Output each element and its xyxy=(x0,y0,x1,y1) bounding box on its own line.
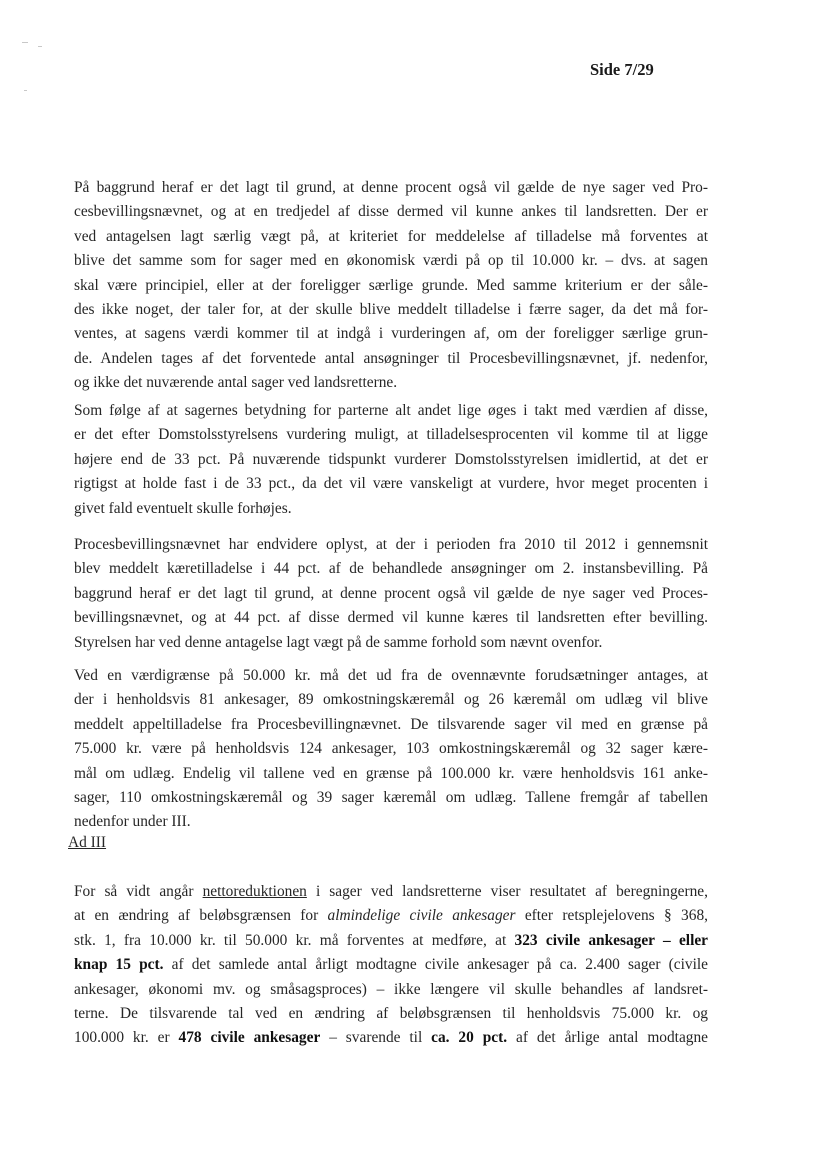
text-line: Ved en værdigrænse på 50.000 kr. må det ud fra de ovennævnte forudsætninger antages, at xyxy=(74,667,708,684)
text-line: På baggrund heraf er det lagt til grund, at denne procent også vil gælde de nye sager ved Pro- xyxy=(74,179,708,196)
text-line: højere end de 33 pct. På nuværende tidspunkt vurderer Domstolsstyrelsen imidlertid, at det er xyxy=(74,450,708,468)
text-line: skal være principiel, eller at der foreligger særlige grunde. Med samme kriterium er der såle- xyxy=(74,276,708,294)
bold-figure: ca. 20 pct. xyxy=(431,1029,508,1047)
bold-figure: knap 15 pct. xyxy=(74,956,164,974)
text-line: stk. 1, fra 10.000 kr. til 50.000 kr. må forventes at medføre, at 323 civile ankesager – eller xyxy=(74,931,709,949)
text-line: Styrelsen har ved denne antagelse lagt vægt på de samme forhold som nævnt ovenfor. xyxy=(74,633,603,651)
text-line: bevillingsnævnet, og at 44 pct. af disse dermed vil kunne kæres til landsretten efter bevilling. xyxy=(74,609,708,627)
underlined-term: nettoreduktionen xyxy=(202,883,307,900)
text-line: baggrund heraf er det lagt til grund, at denne procent også vil gælde de nye sager ved Proces- xyxy=(74,584,708,602)
paragraph-2 xyxy=(74,399,708,521)
paragraph-4 xyxy=(74,664,708,835)
text-line: blive det samme som for sager med en økonomisk værdi på op til 10.000 kr. – dvs. at sagen xyxy=(74,252,708,270)
text-line: mål om udlæg. Endelig vil tallene ved en grænse på 100.000 kr. være henholdsvis 161 anke- xyxy=(74,764,708,782)
text-line: nedenfor under III. xyxy=(74,813,191,831)
scan-mark xyxy=(24,90,27,91)
text-line: knap 15 pct. af det samlede antal årligt modtagne civile ankesager på ca. 2.400 sager (civile xyxy=(74,956,708,974)
text-line: rigtigst at holde fast i de 33 pct., da det vil være vanskeligt at vurdere, hvor meget procenten i xyxy=(74,475,708,493)
text-line: Procesbevillingsnævnet har endvidere oplyst, at der i perioden fra 2010 til 2012 i gennemsnit xyxy=(74,536,708,553)
text-line: terne. De tilsvarende tal ved en ændring af beløbsgrænsen til henholdsvis 75.000 kr. og xyxy=(74,1005,708,1023)
italic-term: almindelige civile ankesager xyxy=(327,907,516,925)
paragraph-3 xyxy=(74,533,708,655)
text-line: er det efter Domstolsstyrelsens vurdering muligt, at tilladelsesprocenten vil komme til at ligge xyxy=(74,426,708,444)
bold-figure: 323 civile ankesager – eller xyxy=(514,931,709,949)
text-line: og ikke det nuværende antal sager ved landsretterne. xyxy=(74,374,398,392)
text-line: Som følge af at sagernes betydning for parterne alt andet lige øges i takt med værdien af disse, xyxy=(74,402,708,419)
text-line: 75.000 kr. være på henholdsvis 124 ankesager, 103 omkostningskæremål og 32 sager kære- xyxy=(74,740,708,758)
text-line: givet fald eventuelt skulle forhøjes. xyxy=(74,499,292,517)
page-number: Side 7/29 xyxy=(590,60,654,79)
bold-figure: 478 civile ankesager xyxy=(178,1029,321,1047)
paragraph-5 xyxy=(74,880,708,1051)
text-line: 100.000 kr. er 478 civile ankesager – svarende til ca. 20 pct. af det årlige antal modtagne xyxy=(74,1029,709,1047)
text-line: ankesager, økonomi mv. og småsagsproces) – ikke længere vil skulle behandles af landsret- xyxy=(74,980,708,998)
text-line: at en ændring af beløbsgrænsen for almindelige civile ankesager efter retsplejelovens § 368, xyxy=(74,907,708,925)
text-line: cesbevillingsnævnet, og at en tredjedel af disse dermed vil kunne ankes til landsretten. Der er xyxy=(74,203,708,221)
scan-mark xyxy=(22,42,28,43)
text-line: des ikke noget, der taler for, at der skulle blive meddelt tilladelse i færre sager, da det må for- xyxy=(74,301,708,319)
text-line: de. Andelen tages af det forventede antal ansøgninger til Procesbevillingsnævnet, jf. nedenfor, xyxy=(74,349,708,367)
paragraph-1 xyxy=(74,176,708,396)
text-line: For så vidt angår nettoreduktionen i sager ved landsretterne viser resultatet af beregningerne, xyxy=(74,883,708,900)
text-line: blev meddelt kæretilladelse i 44 pct. af de behandlede ansøgninger om 2. instansbevilling. På xyxy=(74,560,708,578)
text-line: sager, 110 omkostningskæremål og 39 sager kæremål om udlæg. Tallene fremgår af tabellen xyxy=(74,789,708,807)
text-line: ved antagelsen lagt særlig vægt på, at kriteriet for meddelelse af tilladelse må forventes at xyxy=(74,227,708,245)
text-line: der i henholdsvis 81 ankesager, 89 omkostningskæremål og 26 kæremål om udlæg vil blive xyxy=(74,691,708,709)
text-line: meddelt appeltilladelse fra Procesbevillingnævnet. De tilsvarende sager vil med en grænse på xyxy=(74,715,708,733)
section-heading: Ad III xyxy=(68,834,107,851)
scan-mark xyxy=(38,46,42,47)
text-line: ventes, at sagens værdi kommer til at indgå i vurderingen af, om der foreligger særlige grun- xyxy=(74,325,708,343)
